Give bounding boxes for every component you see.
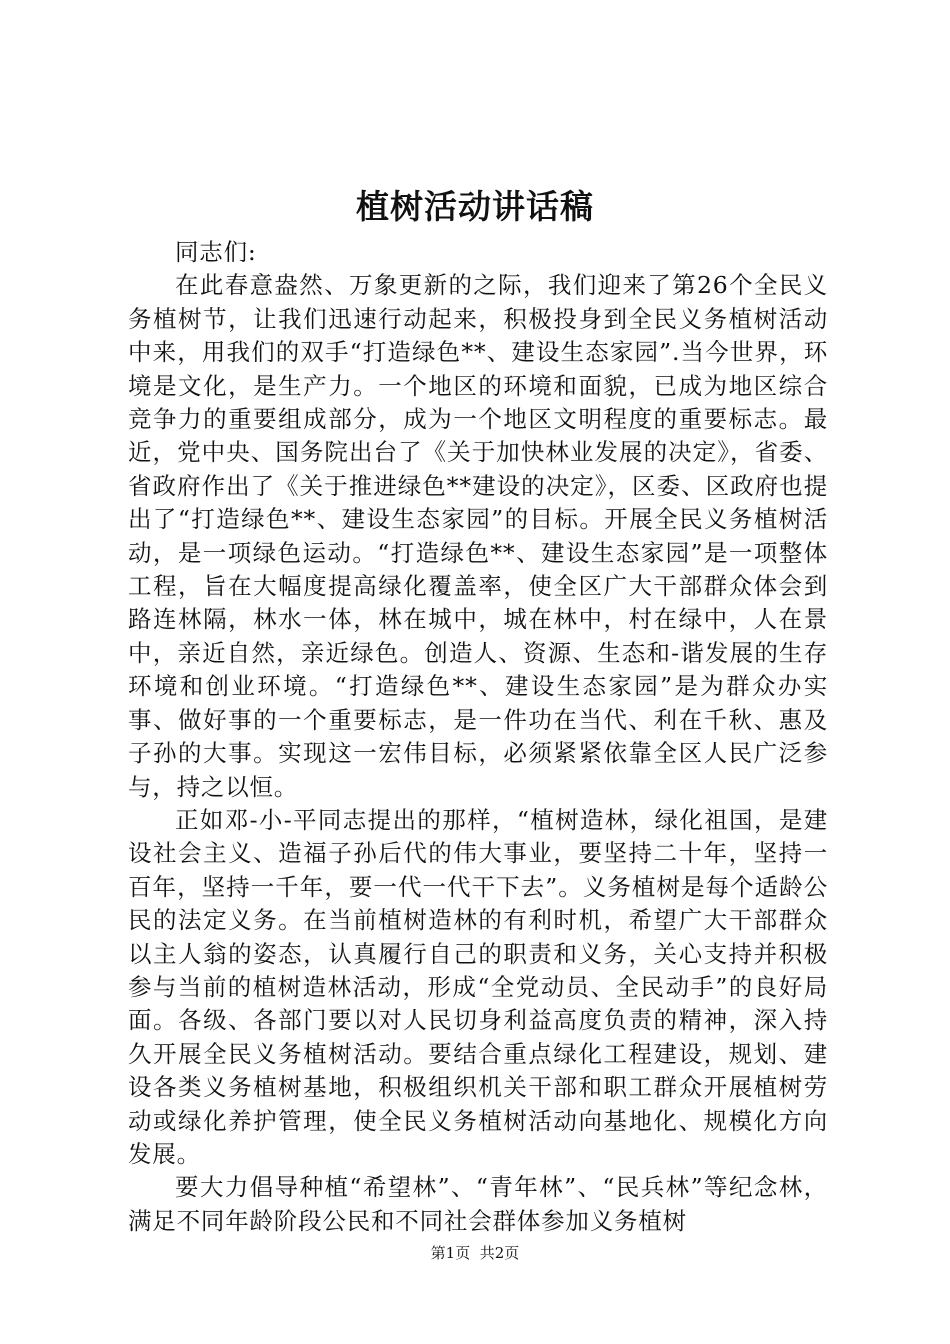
paragraph-1: 在此春意盎然、万象更新的之际，我们迎来了第26个全民义务植树节，让我们迅速行动起来，积极投身到全民义务植树活动中来，用我们的双手“打造绿色**、建设生态家园”.当今世界，环境是文化，是生产力。一个地区的环境和面貌，已成为地区综合竞争力的重要组成部分，成为一个地区文明程度的重要标志。最近，党中央、国务院出台了《关于加快林业发展的决定》，省委、省政府作出了《关于推进绿色**建设的决定》，区委、区政府也提出了“打造绿色**、建设生态家园”的目标。开展全民义务植树活动，是一项绿色运动。“打造绿色**、建设生态家园”是一项整体工程，旨在大幅度提高绿化覆盖率，使全区广大干部群众体会到路连林隔，林水一体，林在城中，城在林中，村在绿中，人在景中，亲近自然，亲近绿色。创造人、资源、生态和-谐发展的生存环境和创业环境。“打造绿色**、建设生态家园”是为群众办实事、做好事的一个重要标志，是一件功在当代、利在千秋、惠及子孙的大事。实现这一宏伟目标，必须紧紧依靠全区人民广泛参与，持之以恒。 bbox=[128, 271, 828, 801]
paragraph-3: 要大力倡导种植“希望林”、“青年林”、“民兵林”等纪念林，满足不同年龄阶段公民和不同社会群体参加义务植树 bbox=[128, 1173, 828, 1235]
page-total: 共2页 bbox=[479, 1244, 520, 1262]
page-footer bbox=[0, 1242, 950, 1264]
document-title: 植树活动讲话稿 bbox=[356, 187, 594, 226]
footer-spacer bbox=[470, 1244, 480, 1262]
document-body bbox=[128, 236, 828, 1238]
page-number: 第1页 bbox=[430, 1244, 471, 1262]
paragraph-2: 正如邓-小-平同志提出的那样，“植树造林，绿化祖国，是建设社会主义、造福子孙后代的伟大事业，要坚持二十年，坚持一百年，坚持一千年，要一代一代干下去”。义务植树是每个适龄公民的法定义务。在当前植树造林的有利时机，希望广大干部群众以主人翁的姿态，认真履行自己的职责和义务，关心支持并积极参与当前的植树造林活动，形成“全党动员、全民动手”的良好局面。各级、各部门要以对人民切身利益高度负责的精神，深入持久开展全民义务植树活动。要结合重点绿化工程建设，规划、建设各类义务植树基地，积极组织机关干部和职工群众开展植树劳动或绿化养护管理，使全民义务植树活动向基地化、规模化方向发展。 bbox=[128, 805, 828, 1168]
salutation: 同志们: bbox=[175, 238, 257, 266]
